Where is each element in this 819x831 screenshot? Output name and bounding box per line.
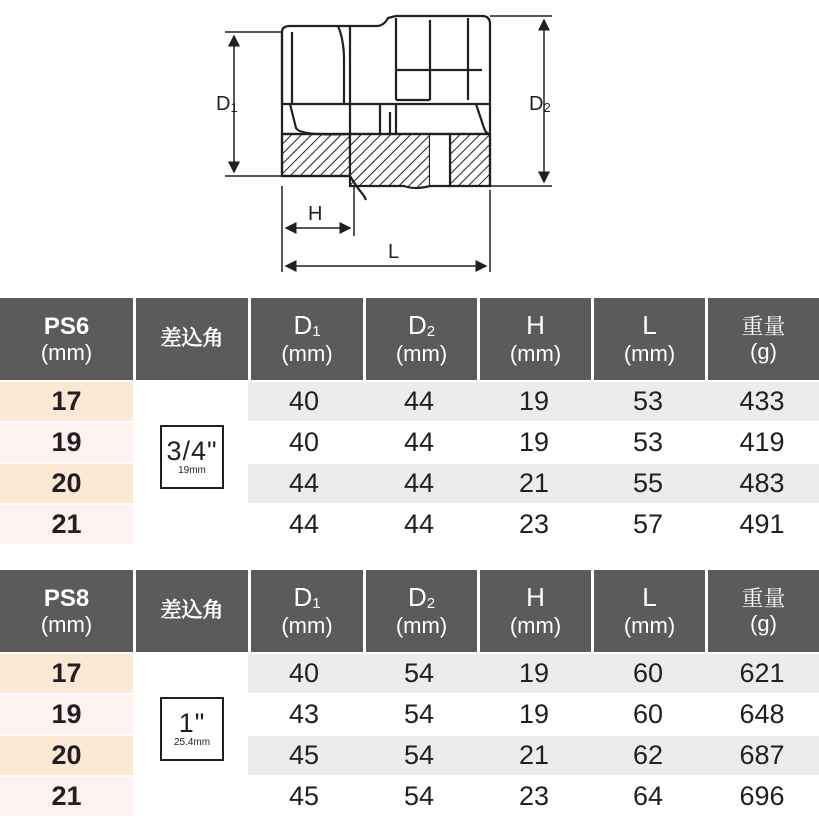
drive-size-mm: 25.4mm [173, 737, 211, 748]
d2-label: D2 [529, 93, 551, 115]
d1-cell: 40 [288, 386, 320, 416]
drive-size: 1" [178, 708, 206, 738]
h-cell: 21 [518, 740, 550, 770]
socket-dimension-diagram [0, 0, 819, 290]
drive-size: 3/4" [166, 436, 218, 466]
weight-cell: 648 [739, 699, 785, 729]
table-row [0, 736, 819, 776]
h-header-unit: (mm) [509, 613, 562, 639]
d2-cell: 44 [403, 468, 435, 498]
d2-header-main: D [407, 582, 427, 613]
weight-cell: 491 [739, 509, 785, 539]
header-l [594, 298, 705, 380]
weight-header-main: 重量 [741, 313, 786, 339]
size-cell: 20 [0, 464, 133, 503]
d1-cell: 45 [288, 740, 320, 770]
header-weight [708, 570, 819, 652]
weight-cell: 621 [739, 658, 785, 688]
model-unit: (mm) [40, 340, 93, 366]
l-header-main: L [642, 310, 657, 341]
h-cell: 19 [518, 699, 550, 729]
d2-cell: 54 [403, 699, 435, 729]
header-weight [708, 298, 819, 380]
drive-label: 差込角 [160, 326, 224, 350]
d2-header-unit: (mm) [395, 613, 448, 639]
d1-header-sub: 1 [312, 595, 321, 613]
header-d1 [251, 298, 363, 380]
d1-header-unit: (mm) [281, 341, 333, 367]
weight-cell: 433 [739, 386, 785, 416]
weight-cell: 687 [739, 740, 785, 770]
l-cell: 57 [632, 509, 664, 539]
drive-size-mm: 19mm [178, 465, 206, 476]
header-d2 [366, 298, 477, 380]
d1-cell: 45 [288, 781, 320, 811]
d2-cell: 54 [403, 658, 435, 688]
d1-header-unit: (mm) [281, 613, 333, 639]
h-cell: 21 [518, 468, 550, 498]
h-cell: 23 [518, 509, 550, 539]
weight-cell: 483 [739, 468, 785, 498]
l-header-unit: (mm) [623, 613, 676, 639]
d2-cell: 44 [403, 509, 435, 539]
header-drive [136, 570, 248, 652]
l-cell: 60 [632, 699, 664, 729]
h-cell: 19 [518, 658, 550, 688]
spec-table-ps6 [0, 298, 819, 548]
weight-header-unit: (g) [750, 339, 777, 364]
h-dimension [282, 186, 354, 272]
model-name: PS8 [43, 584, 90, 612]
size-cell: 19 [0, 695, 133, 734]
h-cell: 19 [518, 427, 550, 457]
d1-cell: 44 [288, 509, 320, 539]
drive-label: 差込角 [160, 598, 224, 622]
header-d1 [251, 570, 363, 652]
h-header-main: H [526, 310, 545, 341]
table-row [0, 382, 819, 422]
size-cell: 19 [0, 423, 133, 462]
d2-cell: 54 [403, 740, 435, 770]
header-h [480, 298, 591, 380]
header-h [480, 570, 591, 652]
table-row [0, 654, 819, 694]
table-row [0, 777, 819, 817]
d1-cell: 40 [288, 658, 320, 688]
h-header-unit: (mm) [509, 341, 562, 367]
l-cell: 62 [632, 740, 664, 770]
l-cell: 64 [632, 781, 664, 811]
d2-header-sub: 2 [426, 323, 436, 341]
h-label: H [308, 203, 323, 225]
d1-header-main: D [293, 582, 313, 613]
table-header [0, 570, 819, 652]
model-name: PS6 [43, 312, 90, 340]
header-l [594, 570, 705, 652]
weight-header-unit: (g) [750, 611, 777, 636]
weight-header-main: 重量 [741, 585, 786, 611]
d2-header-sub: 2 [426, 595, 436, 613]
size-cell: 17 [0, 382, 133, 421]
d2-cell: 44 [403, 386, 435, 416]
l-cell: 55 [632, 468, 664, 498]
d2-header-unit: (mm) [395, 341, 448, 367]
table-header [0, 298, 819, 380]
l-label: L [388, 241, 400, 263]
h-cell: 19 [518, 386, 550, 416]
header-drive [136, 298, 248, 380]
d2-header-main: D [407, 310, 427, 341]
header-d2 [366, 570, 477, 652]
l-cell: 60 [632, 658, 664, 688]
l-cell: 53 [632, 386, 664, 416]
d1-cell: 40 [288, 427, 320, 457]
header-model [0, 570, 133, 652]
l-header-main: L [642, 582, 657, 613]
h-cell: 23 [518, 781, 550, 811]
size-cell: 21 [0, 505, 133, 544]
size-cell: 20 [0, 736, 133, 775]
l-cell: 53 [632, 427, 664, 457]
spec-table-ps8 [0, 570, 819, 820]
d1-cell: 43 [288, 699, 320, 729]
l-header-unit: (mm) [623, 341, 676, 367]
header-model [0, 298, 133, 380]
d1-header-main: D [293, 310, 313, 341]
d1-label: D1 [216, 93, 238, 115]
weight-cell: 419 [739, 427, 785, 457]
socket-body [282, 16, 490, 200]
table-row [0, 464, 819, 504]
drive-size-badge [160, 697, 224, 761]
drive-size-badge [160, 425, 224, 489]
d2-cell: 44 [403, 427, 435, 457]
size-cell: 17 [0, 654, 133, 693]
d1-header-sub: 1 [312, 323, 321, 341]
d1-cell: 44 [288, 468, 320, 498]
size-cell: 21 [0, 777, 133, 816]
h-header-main: H [526, 582, 545, 613]
d2-cell: 54 [403, 781, 435, 811]
table-row [0, 423, 819, 466]
weight-cell: 696 [739, 781, 785, 811]
table-row [0, 695, 819, 738]
table-row [0, 505, 819, 545]
model-unit: (mm) [40, 612, 93, 638]
